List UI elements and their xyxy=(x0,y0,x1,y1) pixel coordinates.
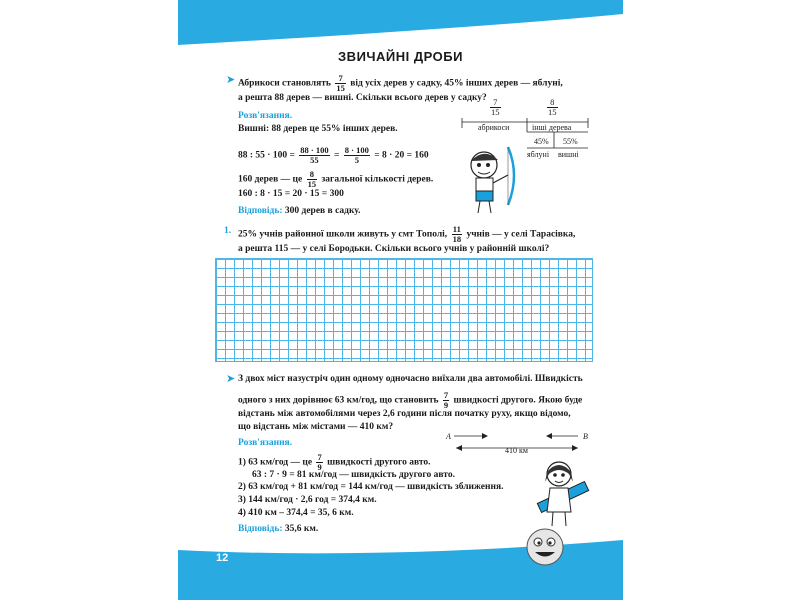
fraction-7-15: $\frac{7}{15}$ xyxy=(336,73,345,93)
diagram-label: 55% xyxy=(563,137,578,146)
solution-line: 63 : 7 · 9 = 81 км/год — швидкість другого авто. xyxy=(252,470,455,480)
answer-line: Відповідь: 300 дерев в садку. xyxy=(238,206,361,216)
solution-line: 160 : 8 · 15 = 20 · 15 = 300 xyxy=(238,189,344,199)
page-title: ЗВИЧАЙНІ ДРОБИ xyxy=(338,49,463,64)
solution-line: 1) 63 км/год — це $\frac{7}{9}$ швидкості другого авто. xyxy=(238,452,431,472)
problem2-line2: а решта 115 — у селі Бородьки. Скільки всього учнів у районній школі? xyxy=(238,244,550,254)
task-arrow-icon: ➤ xyxy=(226,372,236,385)
boy-with-bow-illustration xyxy=(458,145,520,217)
problem3-line3: відстань між автомобілями через 2,6 години після початку руху, якщо відомо, xyxy=(238,409,571,419)
solution-label: Розв'язання. xyxy=(238,438,293,448)
girl-with-ruler-illustration xyxy=(535,458,593,530)
problem3-line2: одного з них дорівнює 63 км/год, що становить $\frac{7}{9}$ швидкості другого. Якою буде xyxy=(238,390,583,410)
problem3-line1: З двох міст назустріч один одному одночасно виїхали два автомобілі. Швидкість xyxy=(238,374,583,384)
diagram-frac-right: $\frac{8}{15}$ xyxy=(548,97,557,117)
top-blue-band xyxy=(178,0,623,45)
solution-label: Розв'язання. xyxy=(238,111,293,121)
solution-line: 4) 410 км – 374,4 = 35, 6 км. xyxy=(238,508,354,518)
page-number: 12 xyxy=(216,552,229,564)
problem3-line4: що відстань між містами — 410 км? xyxy=(238,422,394,432)
diagram-label: яблуні xyxy=(527,150,550,159)
solution-line: 88 : 55 · 100 = $\frac{88 \cdot 100}{55}$ = $\frac{8 \cdot 100}{5}$ = 8 · 20 = 160 xyxy=(238,145,429,165)
diagram-label: 45% xyxy=(534,137,549,146)
diagram-frac-left: $\frac{7}{15}$ xyxy=(491,97,500,117)
solution-line: Вишні: 88 дерев це 55% інших дерев. xyxy=(238,124,398,134)
problem1-line1: Абрикоси становлять $\frac{7}{15}$ від усіх дерев у садку, 45% інших дерев — яблуні, xyxy=(238,73,563,93)
diagram-label: абрикоси xyxy=(478,123,510,132)
point-b-label: B xyxy=(583,432,588,441)
problem1-line2: а решта 88 дерев — вишні. Скільки всього дерев у садку? xyxy=(238,93,487,103)
smiley-face-icon xyxy=(524,527,566,567)
answer-grid[interactable] xyxy=(215,258,593,362)
diagram-label: вишні xyxy=(558,150,579,159)
problem-number: 1. xyxy=(224,226,232,236)
solution-line: 2) 63 км/год + 81 км/год = 144 км/год — швидкість зближення. xyxy=(238,482,504,492)
solution-line: 160 дерев — це $\frac{8}{15}$ загальної кількості дерев. xyxy=(238,169,434,189)
distance-label: 410 км xyxy=(505,446,528,455)
task-arrow-icon: ➤ xyxy=(226,73,236,86)
solution-line: 3) 144 км/год · 2,6 год = 374,4 км. xyxy=(238,495,377,505)
point-a-label: A xyxy=(446,432,451,441)
diagram-label: інші дерева xyxy=(532,123,572,132)
answer-line: Відповідь: 35,6 км. xyxy=(238,524,319,534)
problem2-line1: 25% учнів районної школи живуть у смт Тополі, $\frac{11}{18}$ учнів — у селі Тарасівка, xyxy=(238,224,576,244)
